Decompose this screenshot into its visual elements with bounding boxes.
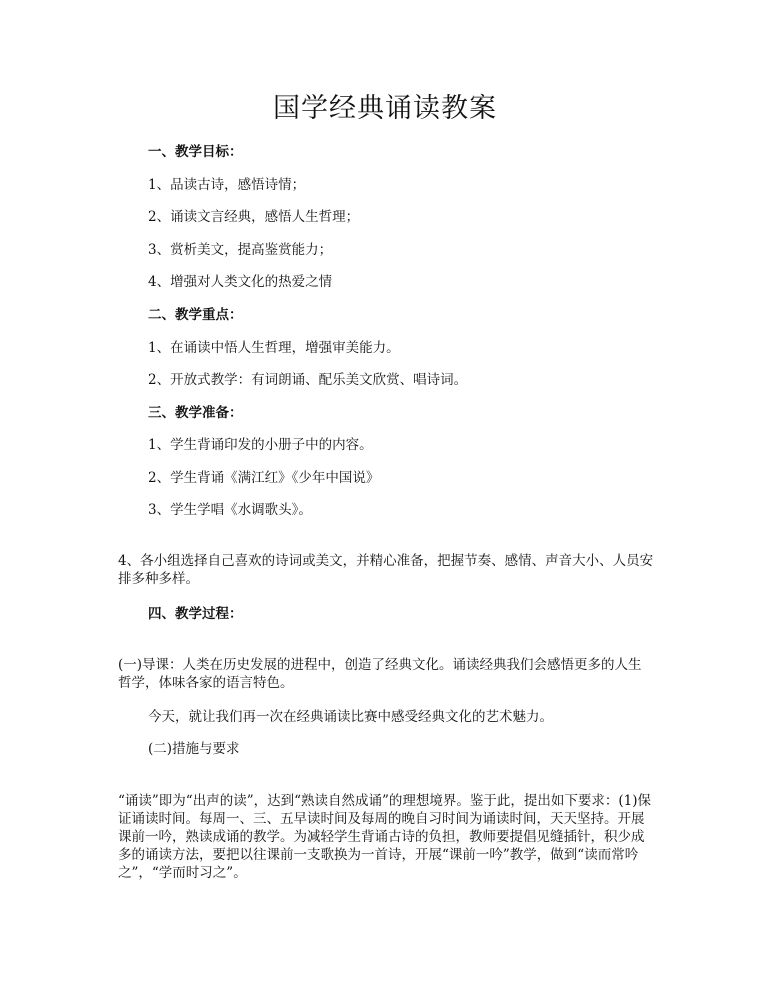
document-title: 国学经典诵读教案 [273, 93, 497, 124]
section-heading-preparation: 三、教学准备： [148, 405, 243, 421]
objective-item: 1、品读古诗，感悟诗情； [148, 177, 306, 193]
section-heading-key-points: 二、教学重点： [148, 307, 243, 323]
preparation-item-paragraph: 4、各小组选择自己喜欢的诗词或美文，并精心准备，把握节奏、感情、声音大小、人员安排多种多样。 [118, 553, 654, 587]
objective-item: 2、诵读文言经典，感悟人生哲理； [148, 209, 360, 225]
preparation-item: 3、学生学唱《水调歌头》。 [148, 502, 312, 518]
objective-item: 3、赏析美文，提高鉴赏能力； [148, 242, 333, 258]
process-intro-paragraph: (一)导课：人类在历史发展的进程中，创造了经典文化。诵读经典我们会感悟更多的人生哲学，体味各家的语言特色。 [118, 657, 642, 691]
process-today-line: 今天，就让我们再一次在经典诵读比赛中感受经典文化的艺术魅力。 [148, 709, 553, 725]
objective-item: 4、增强对人类文化的热爱之情 [148, 274, 333, 290]
key-point-item: 2、开放式教学：有词朗诵、配乐美文欣赏、唱诗词。 [148, 372, 468, 388]
measures-body-paragraph: “诵读”即为“出声的读”，达到“熟读自然成诵”的理想境界。鉴于此，提出如下要求：(1)保证诵读时间。每周一、三、五早读时间及每周的晚自习时间为诵读时间，天天坚持。开展课前一吟，熟读成诵的教学。为减轻学生背诵古诗的负担，教师要提倡见缝插针，积少成多的诵读方法，要把以往课前一支歌换为一首诗，开展“课前一吟”教学，做到“读而常吟之”，“学而时习之”。 [118, 793, 652, 881]
section-heading-process: 四、教学过程： [148, 606, 243, 622]
preparation-item: 2、学生背诵《满江红》《少年中国说》 [148, 470, 380, 486]
preparation-item: 1、学生背诵印发的小册子中的内容。 [148, 437, 373, 453]
key-point-item: 1、在诵读中悟人生哲理，增强审美能力。 [148, 340, 400, 356]
section-heading-objectives: 一、教学目标： [148, 144, 243, 160]
process-subheading-measures: (二)措施与要求 [148, 741, 240, 757]
